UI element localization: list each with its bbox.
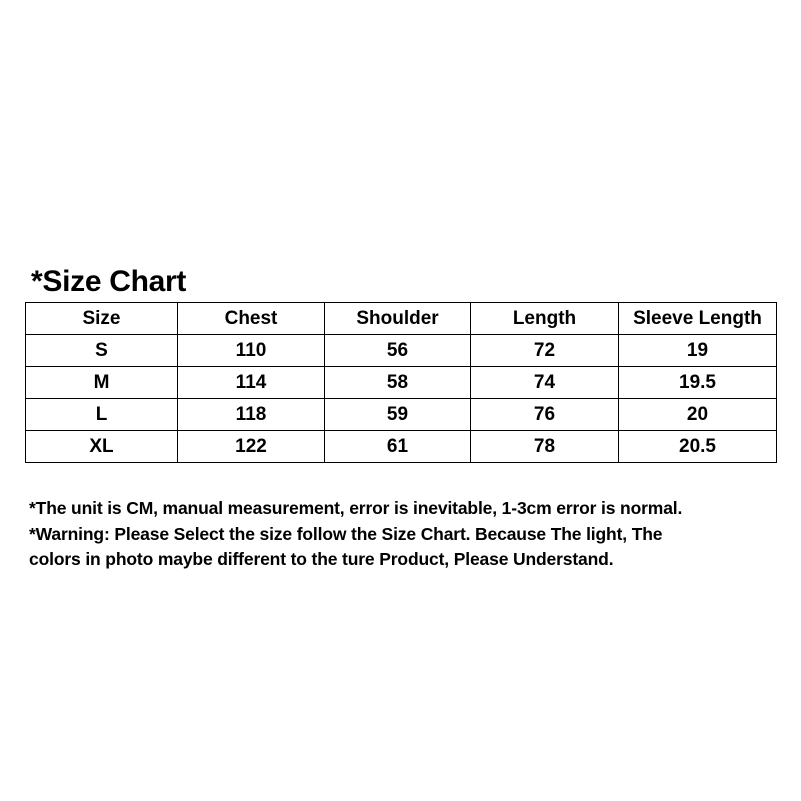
table-row: [26, 399, 777, 431]
table-cell-sleeve-length: 20: [619, 399, 777, 431]
table-cell-chest: 118: [178, 399, 325, 431]
table-cell-sleeve-length: 19.5: [619, 367, 777, 399]
table-cell-length: 74: [471, 367, 619, 399]
table-cell-shoulder: 56: [325, 335, 471, 367]
table-cell-length: 78: [471, 431, 619, 463]
warning-note-line-1: *Warning: Please Select the size follow the Size Chart. Because The light, The: [29, 523, 663, 544]
table-row: [26, 431, 777, 463]
column-header-sleeve-length: Sleeve Length: [619, 303, 777, 335]
table-row: [26, 367, 777, 399]
table-cell-chest: 114: [178, 367, 325, 399]
column-header-chest: Chest: [178, 303, 325, 335]
table-cell-shoulder: 58: [325, 367, 471, 399]
column-header-shoulder: Shoulder: [325, 303, 471, 335]
table-cell-shoulder: 59: [325, 399, 471, 431]
table-header-row: [26, 303, 777, 335]
size-chart-table: [25, 302, 777, 463]
table-cell-size: L: [26, 399, 178, 431]
page-title: *Size Chart: [31, 265, 187, 298]
table-cell-shoulder: 61: [325, 431, 471, 463]
table-cell-chest: 110: [178, 335, 325, 367]
table-cell-size: XL: [26, 431, 178, 463]
notes-block: [29, 496, 789, 573]
table-row: [26, 335, 777, 367]
column-header-size: Size: [26, 303, 178, 335]
unit-note: *The unit is CM, manual measurement, error is inevitable, 1-3cm error is normal.: [29, 498, 683, 518]
table-cell-length: 76: [471, 399, 619, 431]
table-cell-size: M: [26, 367, 178, 399]
table-cell-sleeve-length: 20.5: [619, 431, 777, 463]
column-header-length: Length: [471, 303, 619, 335]
table-cell-length: 72: [471, 335, 619, 367]
table-cell-size: S: [26, 335, 178, 367]
warning-note-line-2: colors in photo maybe different to the ture Product, Please Understand.: [29, 549, 614, 569]
table-cell-sleeve-length: 19: [619, 335, 777, 367]
table-cell-chest: 122: [178, 431, 325, 463]
